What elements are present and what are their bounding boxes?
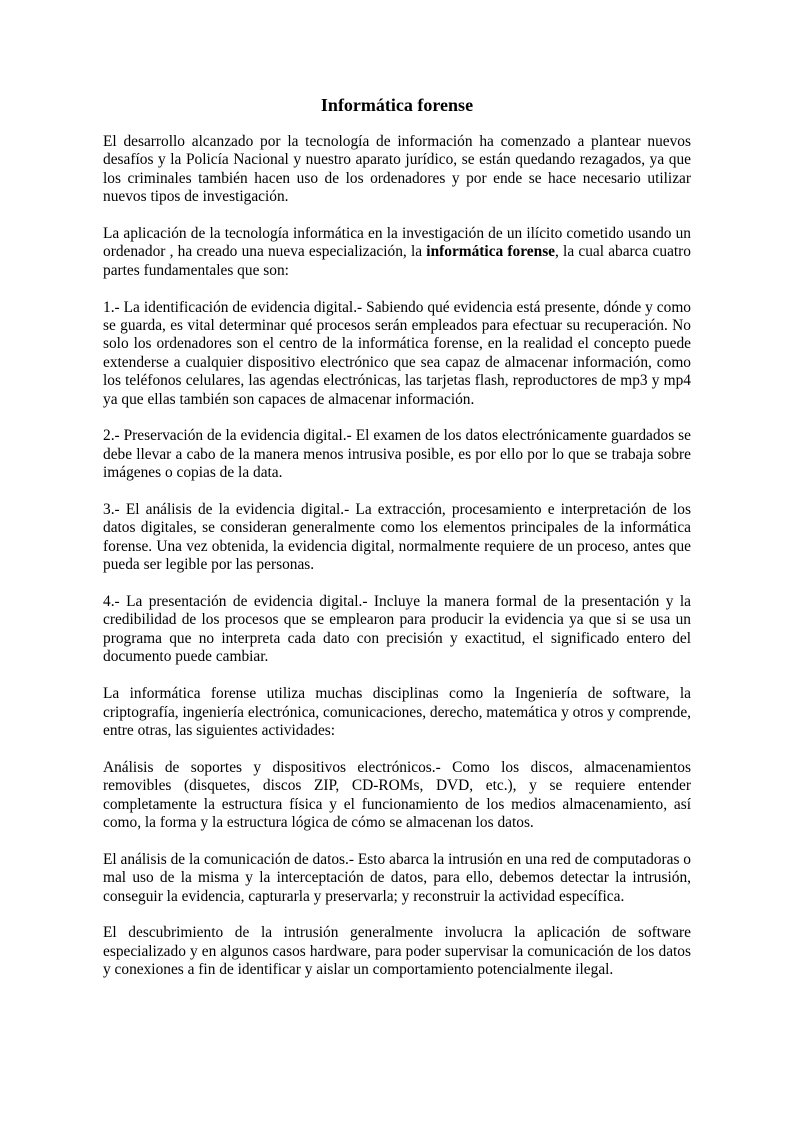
paragraph-text-after: , la cual abarca cuatro partes fundamentales que son: (103, 243, 691, 279)
paragraph-text-before: La aplicación de la tecnología informática en la investigación de un ilícito cometido usando un ordenador , ha creado una nueva especialización, la (103, 225, 691, 261)
paragraph-analysis: 3.- El análisis de la evidencia digital.- La extracción, procesamiento e interpretación de los datos digitales, se consideran generalmente como los elementos principales de la informática forense. Una vez obtenida, la evidencia digital, normalmente requiere de un proceso, antes que pueda ser legible por las personas. (103, 501, 691, 574)
paragraph-preservation: 2.- Preservación de la evidencia digital.- El examen de los datos electrónicamente guardados se debe llevar a cabo de la manera menos intrusiva posible, es por ello por lo que se trabaja sobre imágenes o copias de la data. (103, 427, 691, 482)
paragraph-device-analysis: Análisis de soportes y dispositivos electrónicos.- Como los discos, almacenamientos removibles (disquetes, discos ZIP, CD-ROMs, DVD, etc.), y se requiere entender completamente la estructura física y el funcionamiento de los medios almacenamiento, así como, la forma y la estructura lógica de cómo se almacenan los datos. (103, 758, 691, 831)
bold-term-informatica-forense: informática forense (426, 243, 556, 261)
paragraph-data-communication: El análisis de la comunicación de datos.- Esto abarca la intrusión en una red de computadoras o mal uso de la misma y la interceptación de datos, para ello, debemos detectar la intrusión, conseguir la evidencia, capturarla y preservarla; y reconstruir la actividad específica. (103, 850, 691, 905)
paragraph-identification: 1.- La identificación de evidencia digital.- Sabiendo qué evidencia está presente, dónde y como se guarda, es vital determinar qué procesos serán empleados para efectuar su recuperación. No solo los ordenadores son el centro de la informática forense, en la realidad el concepto puede extenderse a cualquier dispositivo electrónico que sea capaz de almacenar información, como los teléfonos celulares, las agendas electrónicas, las tarjetas flash, reproductores de mp3 y mp4 ya que ellas también son capaces de almacenar información. (103, 298, 691, 408)
document-title: Informática forense (320, 95, 474, 115)
paragraph-disciplines: La informática forense utiliza muchas disciplinas como la Ingeniería de software, la criptografía, ingeniería electrónica, comunicaciones, derecho, matemática y otros y comprende, entre otras, las siguientes actividades: (103, 685, 692, 739)
paragraph-presentation: 4.- La presentación de evidencia digital.- Incluye la manera formal de la presentación y la credibilidad de los procesos que se emplearon para producir la evidencia ya que si se usa un programa que no interpreta cada dato con precisión y exactitud, el significado entero del documento puede cambiar. (103, 593, 691, 666)
paragraph-forensic-definition (103, 225, 691, 280)
paragraph-intro: El desarrollo alcanzado por la tecnología de información ha comenzado a plantear nuevos desafíos y la Policía Nacional y nuestro aparato jurídico, se están quedando rezagados, ya que los criminales también hacen uso de los ordenadores y por ende se hace necesario utilizar nuevos tipos de investigación. (103, 133, 691, 206)
document-page (103, 94, 691, 998)
paragraph-intrusion-discovery: El descubrimiento de la intrusión generalmente involucra la aplicación de software especializado y en algunos casos hardware, para poder supervisar la comunicación de los datos y conexiones a fin de identificar y aislar un comportamiento potencialmente ilegal. (103, 924, 691, 979)
